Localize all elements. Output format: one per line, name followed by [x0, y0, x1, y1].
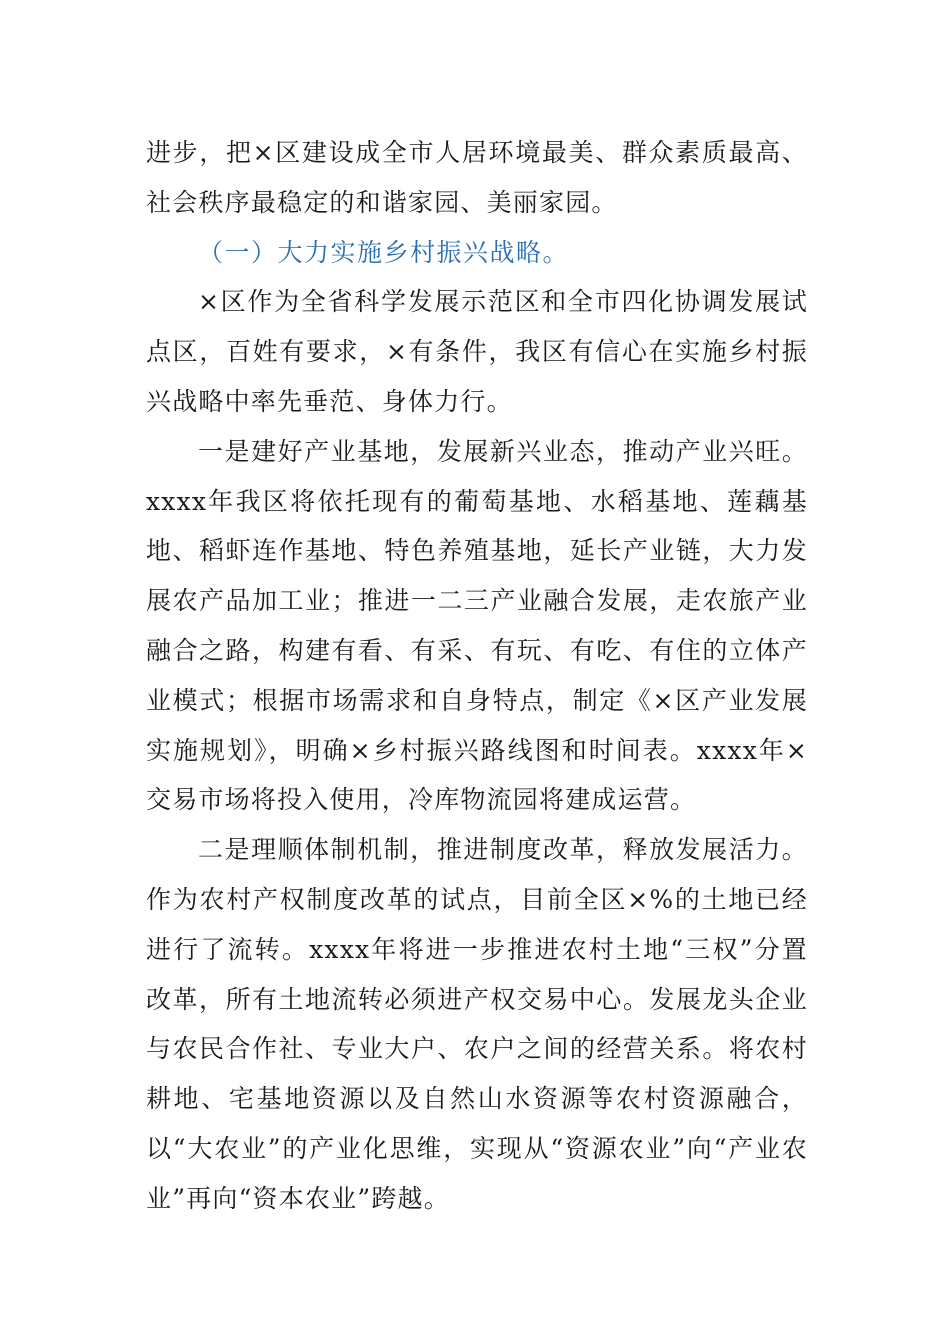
section-heading: （一）大力实施乡村振兴战略。 [198, 237, 570, 267]
paragraph-point-two: 二是理顺体制机制，推进制度改革，释放发展活力。作为农村产权制度改革的试点，目前全区×%的土地已经进行了流转。xxxx年将进一步推进农村土地“三权”分置改革，所有土地流转必须进产权交易中心。发展龙头企业与农民合作社、专业大户、农户之间的经营关系。将农村耕地、宅基地资源以及自然山水资源等农村资源融合，以“大农业”的产业化思维，实现从“资源农业”向“产业农业”再向“资本农业”跨越。 [146, 835, 808, 1213]
paragraph-point-one: 一是建好产业基地，发展新兴业态，推动产业兴旺。xxxx年我区将依托现有的葡萄基地、水稻基地、莲藕基地、稻虾连作基地、特色养殖基地，延长产业链，大力发展农产品加工业；推进一二三产业融合发展，走农旅产业融合之路，构建有看、有采、有玩、有吃、有住的立体产业模式；根据市场需求和自身特点，制定《×区产业发展实施规划》，明确×乡村振兴路线图和时间表。xxxx年×交易市场将投入使用，冷库物流园将建成运营。 [146, 436, 808, 815]
paragraph-intro: ×区作为全省科学发展示范区和全市四化协调发展试点区，百姓有要求，×有条件，我区有信心在实施乡村振兴战略中率先垂范、身体力行。 [146, 287, 808, 416]
paragraph-continuation: 进步，把×区建设成全市人居环境最美、群众素质最高、社会秩序最稳定的和谐家园、美丽家园。 [146, 138, 808, 217]
document-body [146, 128, 808, 1224]
